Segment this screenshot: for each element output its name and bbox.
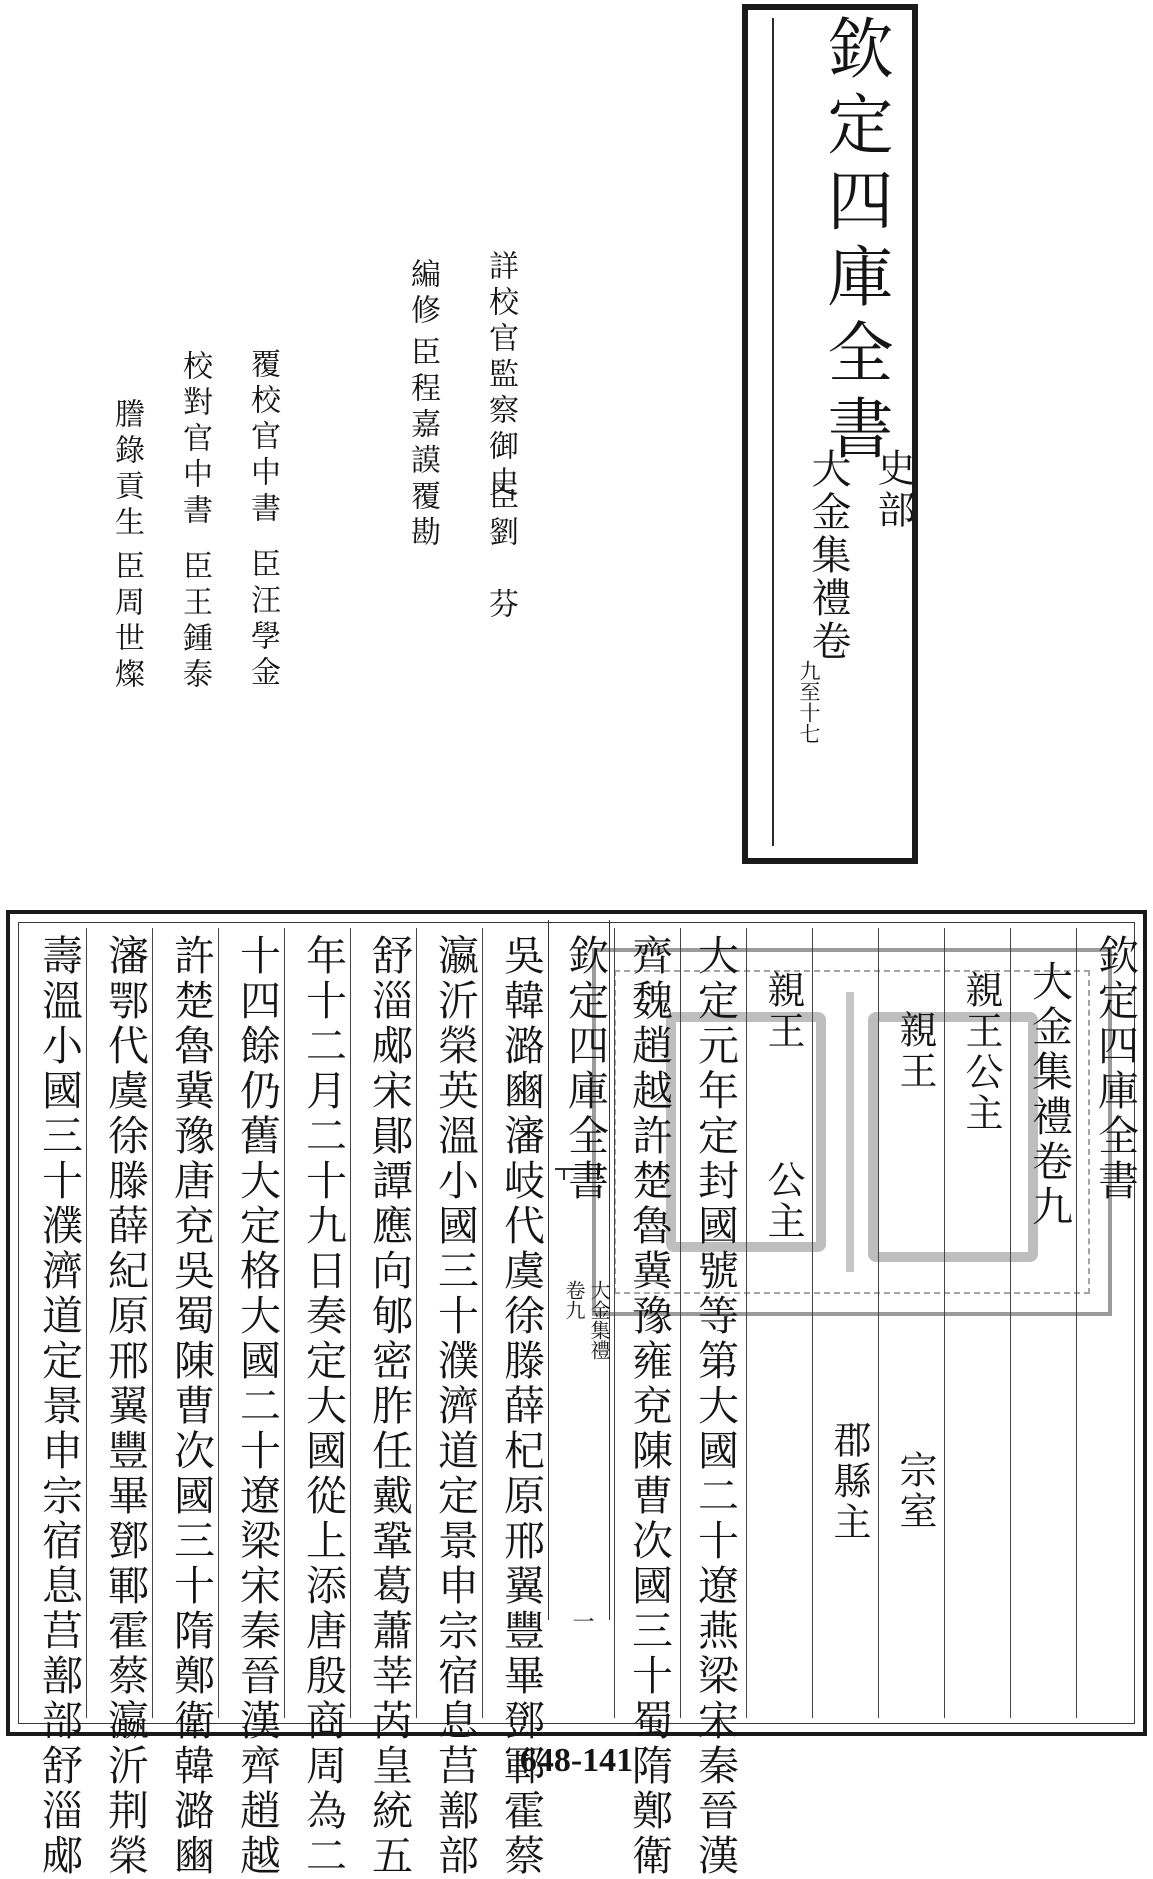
credit-proofreader-name: 臣劉 芬 (483, 480, 518, 624)
body-column: 吳韓潞豳瀋岐代虞徐滕薛杞原邢翼豐畢鄧鄆霍蔡 (497, 934, 545, 1879)
credit-checker2-name: 臣王鍾泰 (177, 550, 212, 694)
body-column: 年十二月二十九日奏定大國從上添唐殷商周為二 (299, 934, 347, 1879)
body-column: 齊魏趙越許楚魯冀豫雍兗陳曹次國三十蜀隋鄭衛 (625, 934, 673, 1879)
fold-header: 欽定四庫全書 (561, 934, 609, 1204)
category-label: 史部 (871, 448, 915, 532)
fold-page-number: 一 (569, 1610, 594, 1632)
body-column: 許楚魯冀豫唐兗吳蜀陳曹次國三十隋鄭衛韓潞豳 (167, 934, 215, 1879)
section-entry: 宗室 (893, 1450, 937, 1532)
volume-heading: 大金集禮卷九 (1025, 960, 1073, 1230)
body-column: 大定元年定封國號等第大國二十遼燕梁宋秦晉漢 (691, 934, 739, 1879)
credit-proofreader-title: 詳校官監察御史 (483, 250, 518, 502)
book-title: 欽定四庫全書 (816, 14, 893, 470)
credit-copyist-name: 臣周世燦 (109, 550, 144, 694)
sub-entry: 親王 (761, 970, 805, 1052)
section-entry: 親王 (893, 1010, 937, 1092)
credit-checker1-title: 覆校官中書 (245, 348, 280, 528)
credit-compiler-name: 臣程嘉謨覆勘 (405, 336, 440, 552)
section-entry: 郡縣主 (827, 1420, 871, 1543)
sub-entry: 公主 (761, 1160, 805, 1242)
body-column: 壽溫小國三十濮濟道定景申宗宿息莒鄯部舒淄郕 (35, 934, 83, 1879)
credit-checker2-title: 校對官中書 (177, 350, 212, 530)
body-column: 十四餘仍舊大定格大國二十遼梁宋秦晉漢齊趙越 (233, 934, 281, 1879)
page-number: 648-141 (519, 1742, 634, 1779)
credit-compiler-title: 編修 (405, 258, 440, 330)
body-column: 瀋鄂代虞徐滕薛紀原邢翼豐畢鄧鄆霍蔡瀛沂荆榮 (101, 934, 149, 1879)
volume-range: 九至十七 (797, 660, 821, 744)
fold-volume: 卷九 (562, 1280, 586, 1320)
body-column: 舒淄郕宋鄖譚應向郇密胙任戴鞏葛蕭莘芮皇統五 (365, 934, 413, 1879)
credit-checker1-name: 臣汪學金 (245, 548, 280, 692)
body-column: 瀛沂榮英溫小國三十濮濟道定景申宗宿息莒鄯部 (431, 934, 479, 1879)
fold-book-title: 大金集禮 (587, 1280, 611, 1360)
volume-title: 大金集禮卷 (805, 448, 851, 663)
page-header: 欽定四庫全書 (1091, 934, 1139, 1204)
section-entry: 親王公主 (959, 970, 1003, 1134)
credit-copyist-title: 謄錄貢生 (109, 398, 144, 542)
